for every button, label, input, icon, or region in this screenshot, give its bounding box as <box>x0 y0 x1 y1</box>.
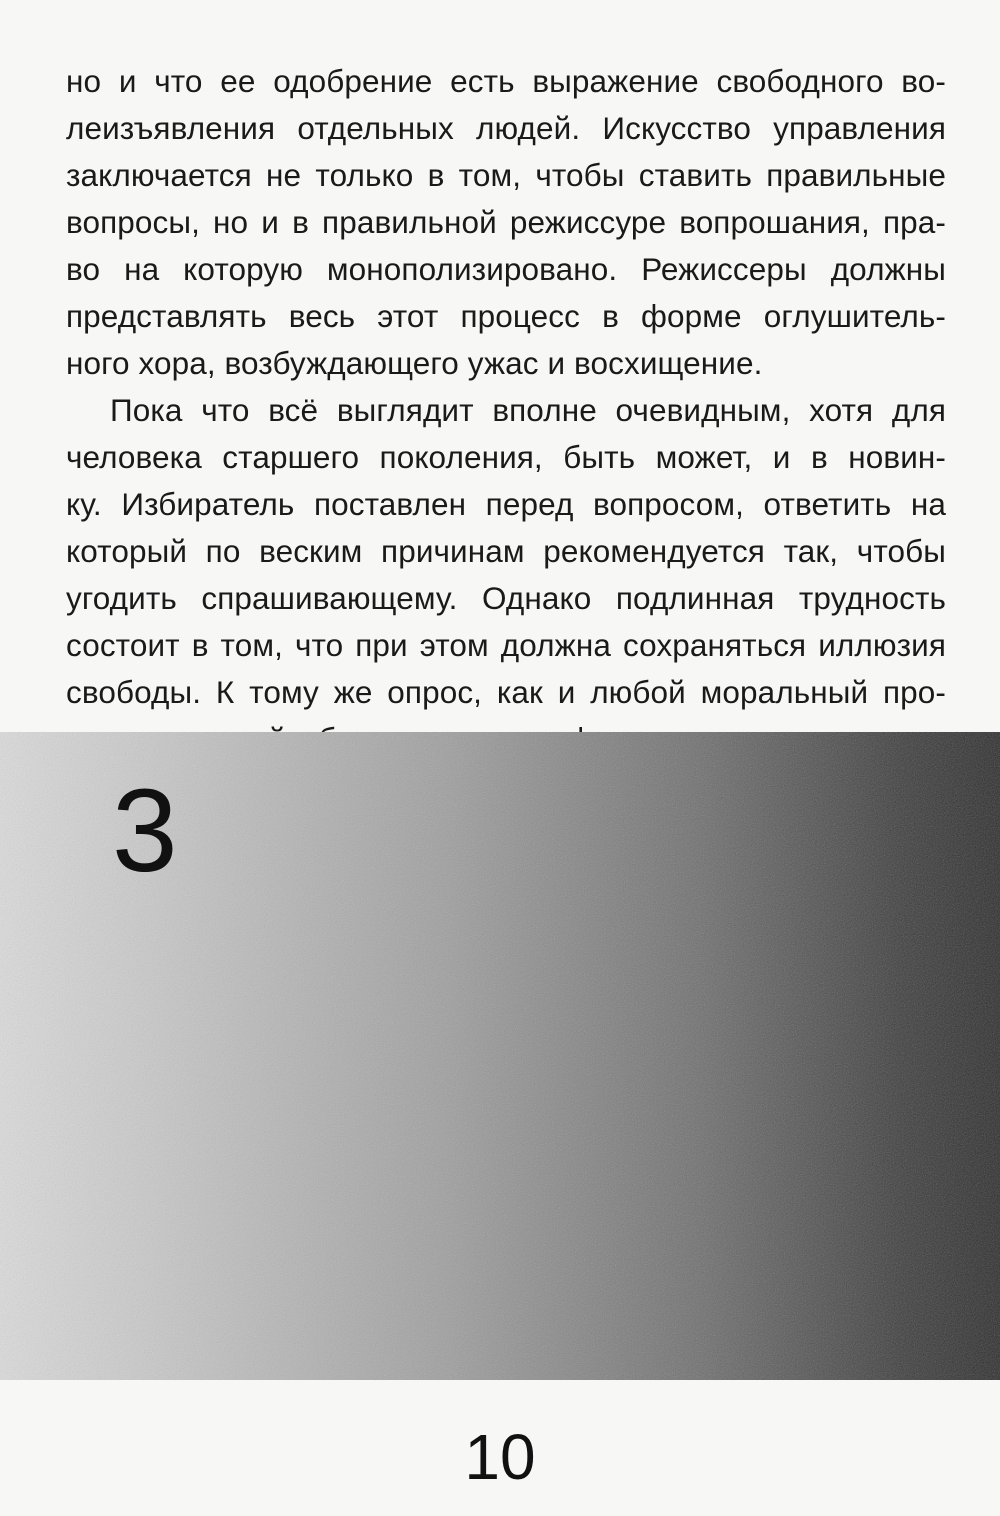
text-line: состоит в том, что при этом должна сохраняться иллюзия <box>66 627 946 663</box>
text-line: Пока что всё выглядит вполне очевидным, хотя для <box>110 392 946 428</box>
page-number: 10 <box>464 1421 536 1493</box>
text-line: ного хора, возбуждающего ужас и восхищение. <box>66 345 763 381</box>
text-line: угодить спрашивающему. Однако подлинная трудность <box>66 580 946 616</box>
paragraph-1 <box>66 58 946 387</box>
text-line: человека старшего поколения, быть может, и в новин- <box>66 439 946 475</box>
text-line: но и что ее одобрение есть выражение свободного во- <box>66 63 946 99</box>
text-line: вопросы, но и в правильной режиссуре вопрошания, пра- <box>66 204 946 240</box>
text-line: леизъявления отдельных людей. Искусство управления <box>66 110 946 146</box>
text-line: во на которую монополизировано. Режиссеры должны <box>66 251 946 287</box>
chapter-number: 3 <box>112 765 178 897</box>
text-line: представлять весь этот процесс в форме оглушитель- <box>66 298 946 334</box>
text-line: заключается не только в том, чтобы ставить правильные <box>66 157 946 193</box>
text-line: свободы. К тому же опрос, как и любой моральный про- <box>66 674 946 710</box>
text-line: ку. Избиратель поставлен перед вопросом, ответить на <box>66 486 946 522</box>
text-line: который по веским причинам рекомендуется так, чтобы <box>66 533 946 569</box>
